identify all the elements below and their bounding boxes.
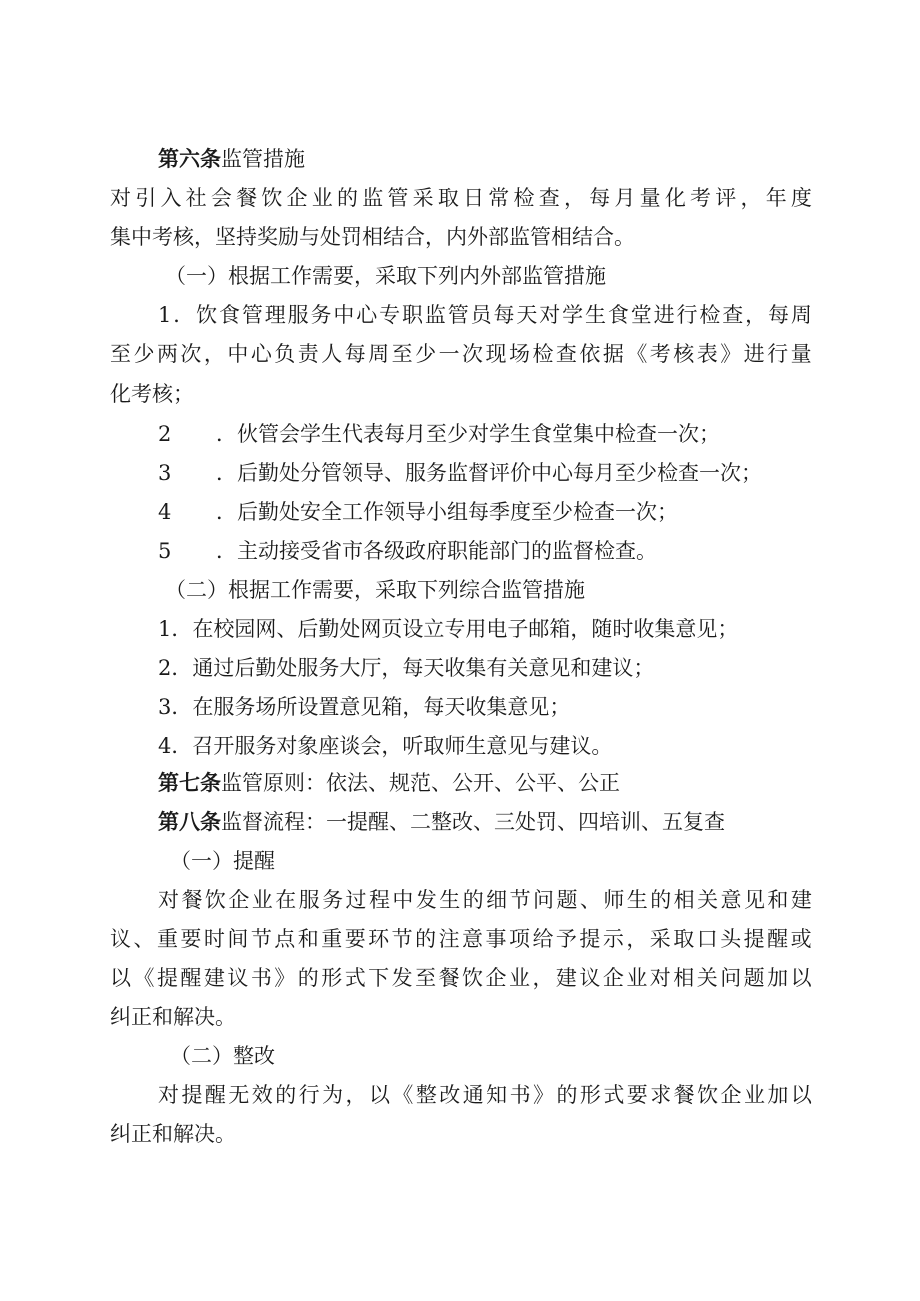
section-1-item-2 bbox=[158, 420, 720, 448]
rectification-line-1: 对 提 醒 无 效 的 行 为 ， 以 《 整 改 通 知 书 》 的 形 式 要 求 餐 饮 企 业 加 以 bbox=[158, 1083, 812, 1107]
section-2-item-2: 2．通过后勤处服务大厅，每天收集有关意见和建议； bbox=[158, 656, 655, 680]
article-6-header bbox=[158, 145, 305, 173]
section-1-item-1-line-1: 1 ． 饮 食 管 理 服 务 中 心 专 职 监 管 员 每 天 对 学 生 食 堂 进 行 检 查 ， 每 周 bbox=[158, 303, 812, 327]
section-2-item-1: 1．在校园网、后勤处网页设立专用电子邮箱，随时收集意见； bbox=[158, 617, 739, 641]
subsection-reminder-title: （一）提醒 bbox=[170, 849, 275, 873]
article-6-intro-line-2: 集中考核，坚持奖励与处罚相结合，内外部监管相结合。 bbox=[110, 225, 635, 249]
reminder-line-2: 议 、 重 要 时 间 节 点 和 重 要 环 节 的 注 意 事 项 给 予 提 示 ， 采 取 口 头 提 醒 或 bbox=[110, 927, 812, 951]
article-7-heading: 第七条 bbox=[158, 770, 221, 795]
section-1-item-1-line-3: 化考核； bbox=[110, 382, 194, 406]
section-2-title: （二）根据工作需要，采取下列综合监管措施 bbox=[165, 578, 585, 602]
item-number: 5 bbox=[158, 539, 172, 563]
section-1-title: （一）根据工作需要，采取下列内外部监管措施 bbox=[165, 264, 606, 288]
item-number: 4 bbox=[158, 500, 172, 524]
article-7-text: 监管原则：依法、规范、公开、公平、公正 bbox=[221, 771, 620, 795]
reminder-line-4: 纠正和解决。 bbox=[110, 1005, 236, 1029]
item-text: ．后勤处安全工作领导小组每季度至少检查一次； bbox=[216, 500, 678, 524]
item-text: ．伙管会学生代表每月至少对学生食堂集中检查一次； bbox=[216, 422, 720, 446]
article-6-title: 监管措施 bbox=[221, 147, 305, 171]
article-7 bbox=[158, 769, 620, 797]
item-text: ．主动接受省市各级政府职能部门的监督检查。 bbox=[216, 539, 657, 563]
section-1-item-4 bbox=[158, 498, 678, 526]
section-1-item-1-line-2: 至 少 两 次 ， 中 心 负 责 人 每 周 至 少 一 次 现 场 检 查 依 据 《 考 核 表 》 进 行 量 bbox=[110, 342, 812, 366]
reminder-line-3: 以 《 提 醒 建 议 书 》 的 形 式 下 发 至 餐 饮 企 业 ， 建 议 企 业 对 相 关 问 题 加 以 bbox=[110, 966, 812, 990]
section-1-item-3 bbox=[158, 459, 762, 487]
section-2-item-3: 3．在服务场所设置意见箱，每天收集意见； bbox=[158, 695, 571, 719]
item-text: ．后勤处分管领导、服务监督评价中心每月至少检查一次； bbox=[216, 461, 762, 485]
article-6-heading: 第六条 bbox=[158, 146, 221, 171]
item-number: 2 bbox=[158, 422, 172, 446]
item-number: 3 bbox=[158, 461, 172, 485]
rectification-line-2: 纠正和解决。 bbox=[110, 1122, 236, 1146]
article-8-text: 监督流程：一提醒、二整改、三处罚、四培训、五复查 bbox=[221, 810, 725, 834]
reminder-line-1: 对 餐 饮 企 业 在 服 务 过 程 中 发 生 的 细 节 问 题 、 师 生 的 相 关 意 见 和 建 bbox=[158, 888, 812, 912]
subsection-rectification-title: （二）整改 bbox=[170, 1044, 275, 1068]
article-8 bbox=[158, 808, 725, 836]
article-8-heading: 第八条 bbox=[158, 809, 221, 834]
article-6-intro-line-1: 对 引 入 社 会 餐 饮 企 业 的 监 管 采 取 日 常 检 查 ， 每 月 量 化 考 评 ， 年 度 bbox=[110, 186, 812, 210]
section-1-item-5 bbox=[158, 537, 657, 565]
section-2-item-4: 4．召开服务对象座谈会，听取师生意见与建议。 bbox=[158, 734, 613, 758]
